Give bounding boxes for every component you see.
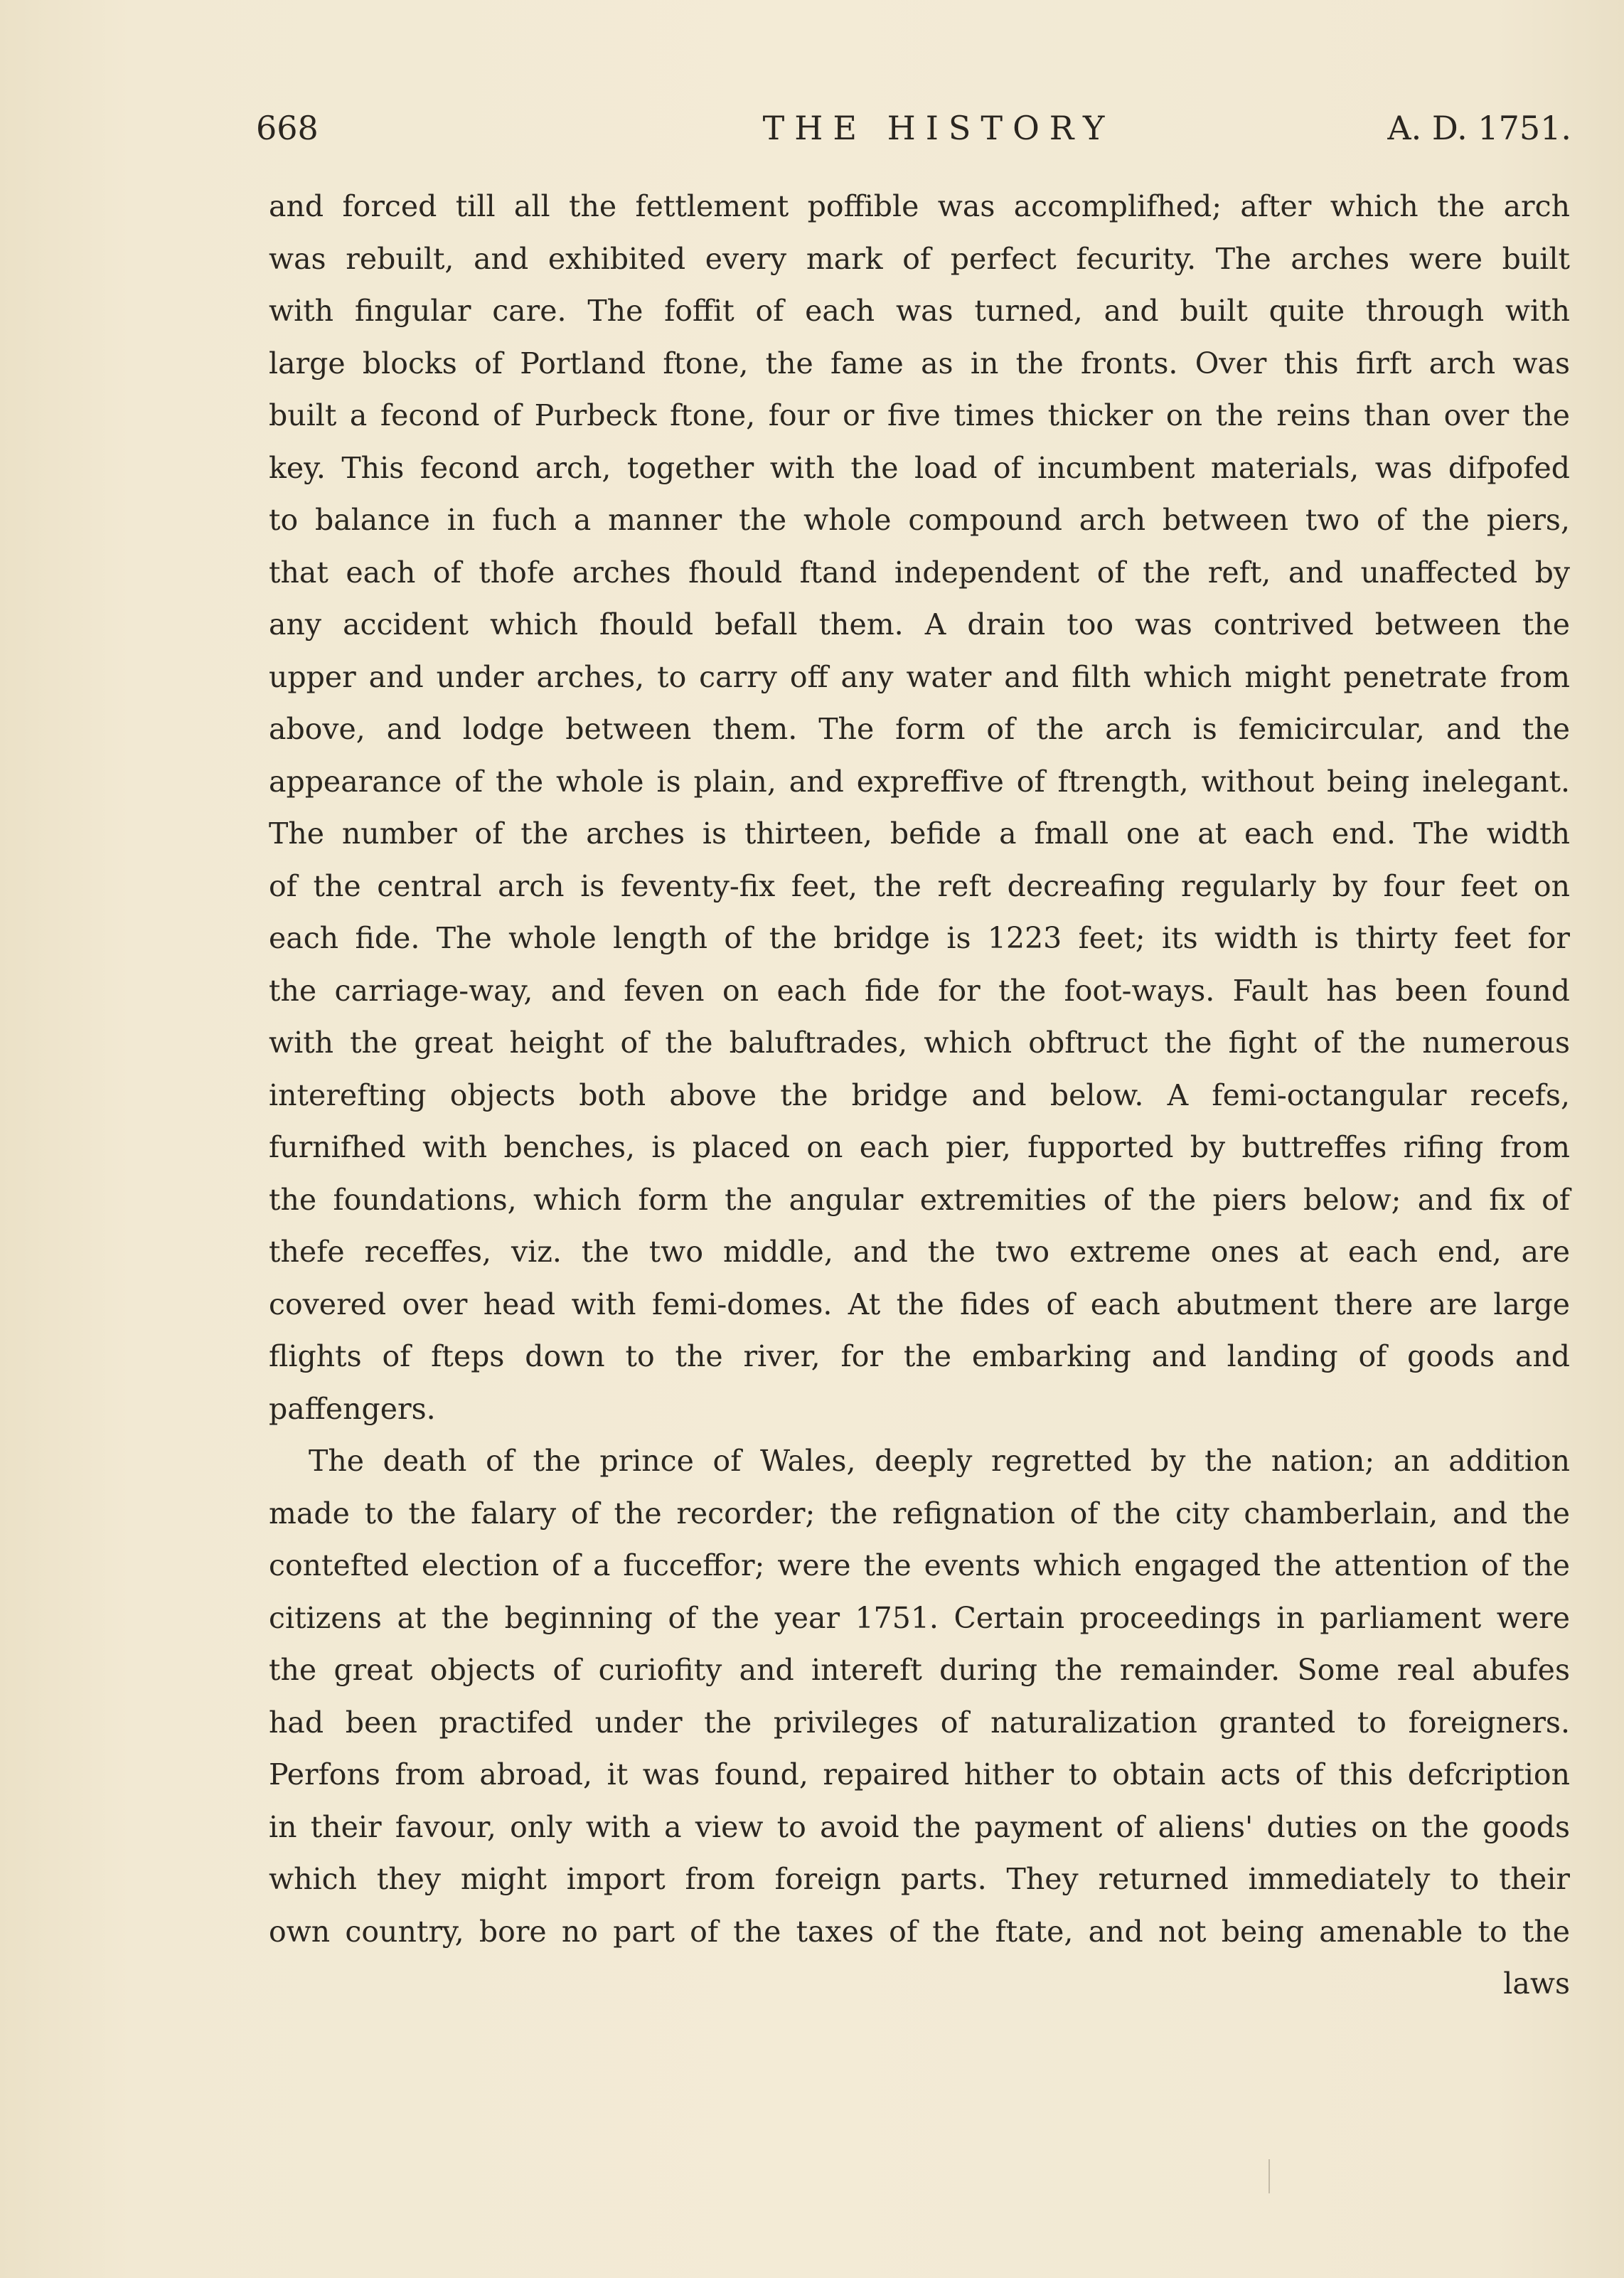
text-line: interefting objects both above the bridge and below. A femi-octangular recefs,: [269, 1077, 1570, 1112]
page-number: 668: [256, 109, 319, 147]
page-header: [256, 107, 1571, 156]
text-line: flights of fteps down to the river, for the embarking and landing of goods and: [269, 1339, 1570, 1373]
text-line: own country, bore no part of the taxes of the ftate, and not being amenable to the: [269, 1914, 1570, 1949]
text-line: citizens at the beginning of the year 1751. Certain proceedings in parliament were: [269, 1600, 1570, 1635]
text-line: made to the falary of the recorder; the refignation of the city chamberlain, and the: [269, 1496, 1570, 1531]
text-line: thefe receffes, viz. the two middle, and the two extreme ones at each end, are: [269, 1235, 1570, 1269]
text-line: to balance in fuch a manner the whole compound arch between two of the piers,: [269, 503, 1570, 537]
text-line: The death of the prince of Wales, deeply regretted by the nation; an addition: [309, 1444, 1570, 1478]
page-mark: [1268, 2159, 1274, 2193]
text-line: furnifhed with benches, is placed on each pier, fupported by buttreffes rifing from: [269, 1130, 1570, 1164]
text-line: large blocks of Portland ftone, the fame as in the fronts. Over this firft arch was: [269, 346, 1570, 380]
text-line: upper and under arches, to carry off any water and filth which might penetrate from: [269, 659, 1570, 694]
text-line: paffengers.: [269, 1391, 436, 1426]
text-line: which they might import from foreign parts. They returned immediately to their: [269, 1862, 1570, 1896]
text-line: was rebuilt, and exhibited every mark of perfect fecurity. The arches were built: [269, 241, 1570, 276]
text-line: of the central arch is feventy-fix feet, the reft decreafing regularly by four feet on: [269, 868, 1570, 903]
text-line: Perfons from abroad, it was found, repaired hither to obtain acts of this defcription: [269, 1757, 1570, 1792]
text-line: any accident which fhould befall them. A drain too was contrived between the: [269, 607, 1570, 642]
text-line: in their favour, only with a view to avoid the payment of aliens' duties on the goods: [269, 1809, 1570, 1844]
date-mark: A. D. 1751.: [1387, 109, 1571, 147]
text-line: covered over head with femi-domes. At the fides of each abutment there are large: [269, 1287, 1570, 1321]
text-line: above, and lodge between them. The form of the arch is femicircular, and the: [269, 712, 1570, 746]
text-line: built a fecond of Purbeck ftone, four or five times thicker on the reins than over the: [269, 398, 1570, 432]
text-line: the foundations, which form the angular extremities of the piers below; and fix of: [269, 1182, 1570, 1217]
text-line: the great objects of curiofity and intereft during the remainder. Some real abufes: [269, 1653, 1570, 1687]
text-line: each fide. The whole length of the bridge is 1223 feet; its width is thirty feet for: [269, 921, 1570, 955]
text-line: key. This fecond arch, together with the load of incumbent materials, was difpofed: [269, 450, 1570, 485]
body-text: [269, 181, 1570, 2011]
text-line: with the great height of the baluftrades, which obftruct the fight of the numerous: [269, 1026, 1570, 1060]
catchword: laws: [1503, 1966, 1570, 2001]
text-line: appearance of the whole is plain, and expreffive of ftrength, without being inelegant.: [269, 764, 1570, 799]
text-line: that each of thofe arches fhould ftand independent of the reft, and unaffected by: [269, 555, 1570, 590]
text-line: The number of the arches is thirteen, befide a fmall one at each end. The width: [269, 816, 1570, 851]
text-line: had been practifed under the privileges of naturalization granted to foreigners.: [269, 1705, 1570, 1740]
text-line: the carriage-way, and feven on each fide for the foot-ways. Fault has been found: [269, 973, 1570, 1008]
text-line: with fingular care. The foffit of each was turned, and built quite through with: [269, 294, 1570, 328]
text-line: contefted election of a fucceffor; were the events which engaged the attention of the: [269, 1548, 1570, 1582]
running-title: THE HISTORY: [762, 109, 1115, 147]
text-line: and forced till all the fettlement poffible was accomplifhed; after which the arch: [269, 189, 1570, 223]
